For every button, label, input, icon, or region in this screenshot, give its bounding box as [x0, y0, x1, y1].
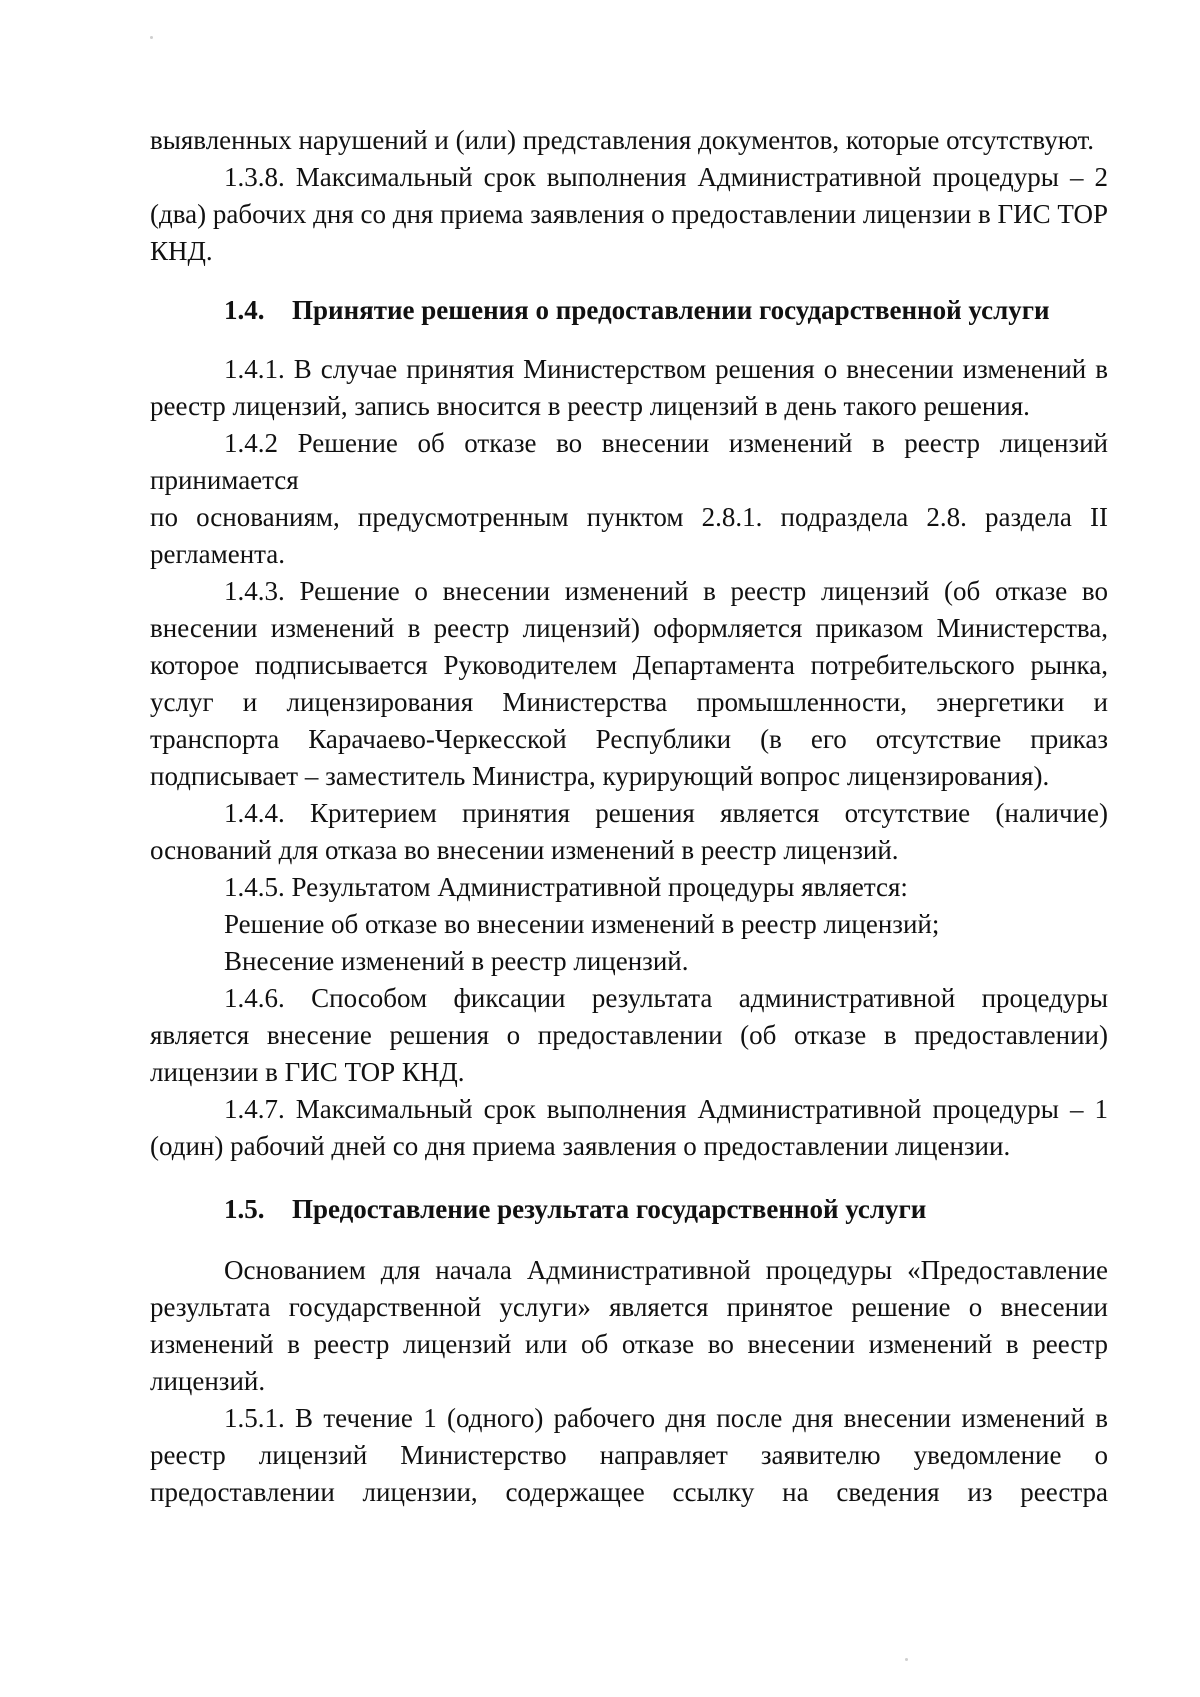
paragraph-1-4-5: 1.4.5. Результатом Административной процедуры является:: [224, 872, 908, 902]
paragraph-1-5-1: 1.5.1. В течение 1 (одного) рабочего дня после дня внесении изменений в реестр лицензий Министерство направляет заявителю уведомление о предоставлении лицензии, содержащее ссылку на сведения из реестра: [150, 1403, 1108, 1507]
document-body: [150, 122, 1108, 1511]
section-heading-1-5: [150, 1191, 1108, 1228]
paragraph-1-4-3: 1.4.3. Решение о внесении изменений в реестр лицензий (об отказе во внесении изменений в реестр лицензий) оформляется приказом Министерства, которое подписывается Руководителем Департамента потребительского рынка, услуг и лицензирования Министерства промышленности, энергетики и транспорта Карачаево-Черкесской Республики (в его отсутствие приказ подписывает – заместитель Министра, курирующий вопрос лицензирования).: [150, 576, 1108, 791]
paragraph-1-4-4: 1.4.4. Критерием принятия решения является отсутствие (наличие) оснований для отказа во внесении изменений в реестр лицензий.: [150, 798, 1108, 865]
section-title: Принятие решения о предоставлении государственной услуги: [292, 295, 1050, 325]
section-title: Предоставление результата государственной услуги: [292, 1194, 927, 1224]
paragraph-1-4-1: 1.4.1. В случае принятия Министерством решения о внесении изменений в реестр лицензий, запись вносится в реестр лицензий в день такого решения.: [150, 354, 1108, 421]
paragraph-1-5-intro: Основанием для начала Административной процедуры «Предоставление результата государственной услуги» является принятое решение о внесении изменений в реестр лицензий или об отказе во внесении изменений в реестр лицензий.: [150, 1255, 1108, 1396]
paragraph-1-4-5-item-2: Внесение изменений в реестр лицензий.: [224, 946, 689, 976]
paragraph-1-4-2-line1: 1.4.2 Решение об отказе во внесении изменений в реестр лицензий: [224, 428, 1108, 458]
paragraph-1-4-5-item-1: Решение об отказе во внесении изменений в реестр лицензий;: [224, 909, 940, 939]
paragraph-1-4-6: 1.4.6. Способом фиксации результата административной процедуры является внесение решения о предоставлении (об отказе в предоставлении) лицензии в ГИС ТОР КНД.: [150, 983, 1108, 1087]
scan-speck: [150, 36, 153, 39]
scan-speck: [905, 1658, 908, 1661]
paragraph-1-4-2-line3: по основаниям, предусмотренным пунктом 2.8.1. подраздела 2.8. раздела II регламента.: [150, 502, 1108, 569]
paragraph-1-3-8: 1.3.8. Максимальный срок выполнения Административной процедуры – 2 (два) рабочих дня со дня приема заявления о предоставлении лицензии в ГИС ТОР КНД.: [150, 162, 1109, 266]
paragraph-continuation: выявленных нарушений и (или) представления документов, которые отсутствуют.: [150, 125, 1095, 155]
paragraph-1-4-7: 1.4.7. Максимальный срок выполнения Административной процедуры – 1 (один) рабочий дней со дня приема заявления о предоставлении лицензии.: [150, 1094, 1108, 1161]
paragraph-1-4-2-line2: принимается: [150, 465, 299, 495]
section-number: 1.5.: [224, 1194, 265, 1224]
section-heading-1-4: [150, 292, 1108, 329]
section-number: 1.4.: [224, 295, 265, 325]
